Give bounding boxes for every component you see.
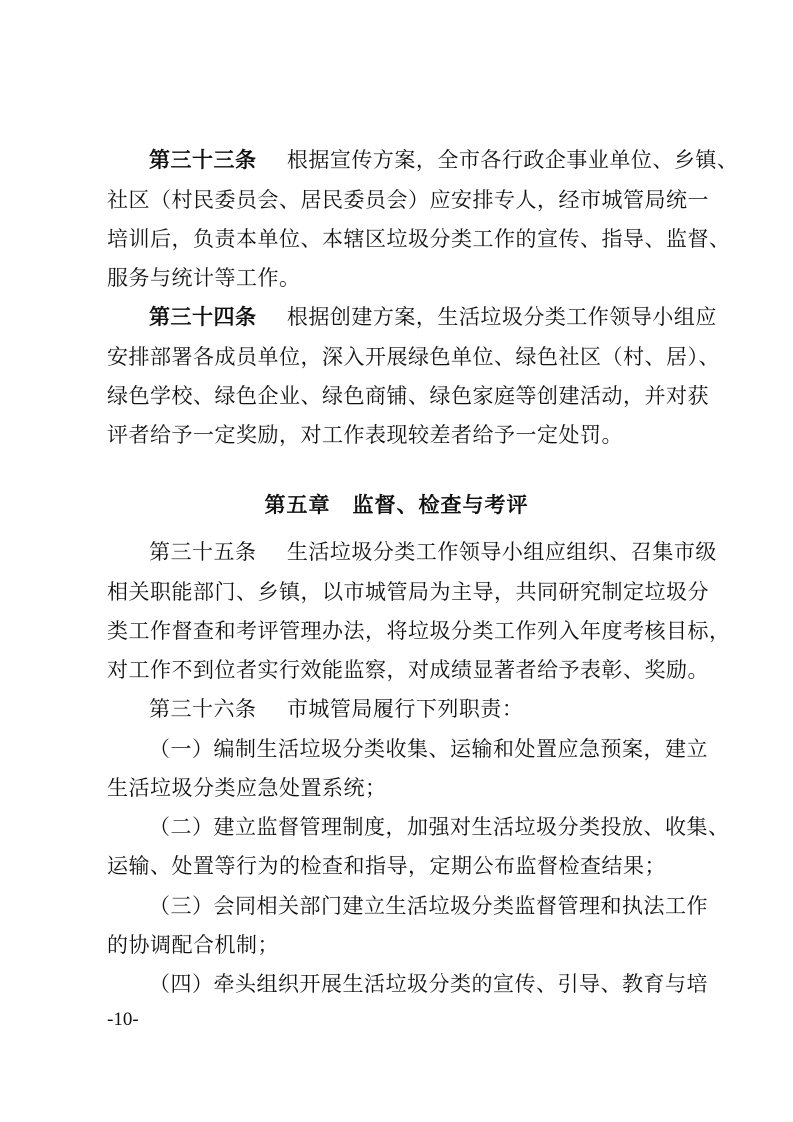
article-36-label: 第三十六条	[149, 697, 257, 721]
article-36-item-2-line-2: 运输、处置等行为的检查和指导，定期公布监督检查结果；	[107, 854, 666, 878]
article-35-line-3: 类工作督查和考评管理办法，将垃圾分类工作列入年度考核目标，	[107, 619, 731, 643]
article-34-text: 根据创建方案，生活垃圾分类工作领导小组应	[286, 305, 717, 329]
article-36-line-1	[149, 695, 693, 723]
article-35-line-1	[149, 538, 717, 566]
article-36-item-1-line-1: （一）编制生活垃圾分类收集、运输和处置应急预案，建立	[149, 737, 708, 761]
article-36-item-3-line-2: 的协调配合机制；	[107, 933, 279, 957]
article-35-line-4: 对工作不到位者实行效能监察，对成绩显著者给予表彰、奖励。	[107, 658, 709, 682]
article-33-line-1	[149, 146, 739, 174]
article-34-line-1	[149, 303, 717, 331]
article-36-item-3-line-1: （三）会同相关部门建立生活垃圾分类监督管理和执法工作	[149, 894, 708, 918]
article-34-label: 第三十四条	[149, 304, 257, 329]
article-33-line-4: 服务与统计等工作。	[107, 266, 301, 290]
article-35-text: 生活垃圾分类工作领导小组应组织、召集市级	[286, 540, 717, 564]
article-35-line-2: 相关职能部门、乡镇，以市城管局为主导，共同研究制定垃圾分	[107, 580, 709, 604]
page-number: -10-	[107, 1009, 139, 1030]
article-36-item-4-line-1: （四）牵头组织开展生活垃圾分类的宣传、引导、教育与培	[149, 972, 708, 996]
article-36-intro: 市城管局履行下列职责：	[286, 697, 524, 721]
article-34-line-4: 评者给予一定奖励，对工作表现较差者给予一定处罚。	[107, 423, 623, 447]
article-36-item-1-line-2: 生活垃圾分类应急处置系统；	[107, 776, 387, 800]
article-34-line-2: 安排部署各成员单位，深入开展绿色单位、绿色社区（村、居）、	[107, 345, 720, 369]
chapter-heading: 第五章 监督、检查与考评	[264, 493, 529, 517]
article-33-text: 根据宣传方案，全市各行政企事业单位、乡镇、	[286, 148, 739, 172]
article-35-label: 第三十五条	[149, 540, 257, 564]
article-33-label: 第三十三条	[149, 147, 257, 172]
article-36-item-2-line-1: （二）建立监督管理制度，加强对生活垃圾分类投放、收集、	[149, 815, 730, 839]
article-33-line-2: 社区（村民委员会、居民委员会）应安排专人，经市城管局统一	[107, 188, 709, 212]
article-34-line-3: 绿色学校、绿色企业、绿色商铺、绿色家庭等创建活动，并对获	[107, 384, 709, 408]
article-33-line-3: 培训后，负责本单位、本辖区垃圾分类工作的宣传、指导、监督、	[107, 227, 731, 251]
